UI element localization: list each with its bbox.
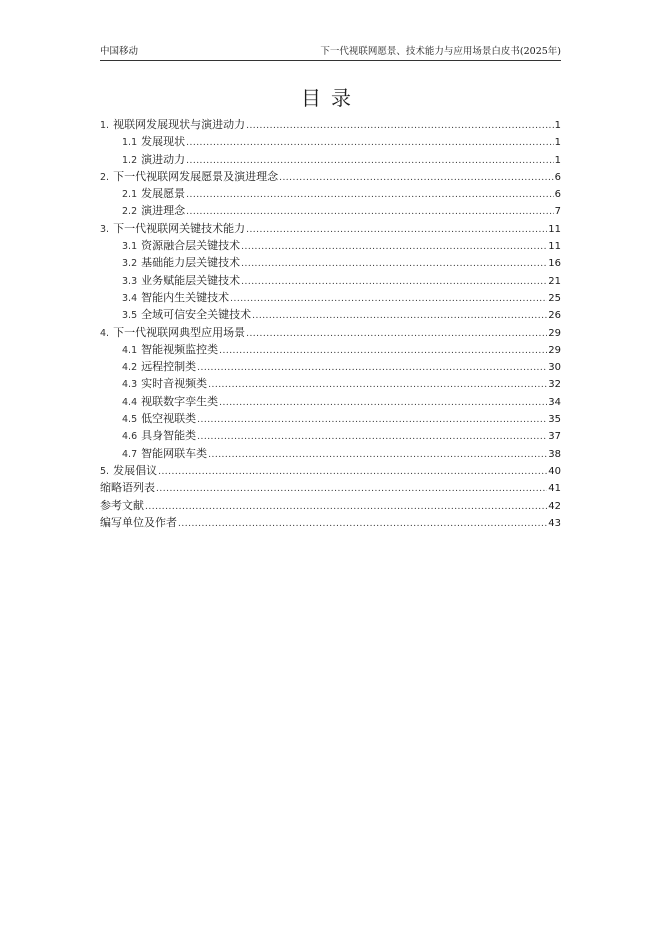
toc-entry-text: 发展倡议 [113,463,158,477]
toc-entry-number: 4.1 [122,344,138,356]
toc-entry-number: 3. [100,223,110,235]
toc-entry-number: 4.4 [122,396,138,408]
toc-entry[interactable] [100,341,561,358]
toc-entry[interactable] [100,185,561,202]
toc-entry-page: 34 [548,396,561,408]
toc-dot-leader [197,429,547,446]
toc-entry-page: 43 [548,517,561,529]
header-org: 中国移动 [100,46,139,57]
toc-dot-leader [241,256,547,273]
toc-dot-leader [246,118,554,135]
toc-entry-number: 1. [100,120,110,131]
toc-dot-leader [208,447,547,464]
toc-entry[interactable] [100,514,561,531]
toc-entry-text: 智能内生关键技术 [141,290,230,304]
toc-entry-page: 1 [554,120,561,131]
toc-entry[interactable] [100,445,561,462]
toc-entry-number: 2. [100,171,110,183]
toc-entry[interactable] [100,306,561,323]
toc-entry-number: 4.3 [122,379,138,391]
toc-entry-number: 3.5 [122,310,138,322]
toc-entry[interactable] [100,324,561,341]
toc-entry-text: 智能网联车类 [141,446,208,460]
toc-entry-text: 远程控制类 [141,360,197,374]
toc-entry[interactable] [100,479,561,496]
toc-entry-text: 发展现状 [141,135,186,149]
toc-entry-number: 3.3 [122,275,138,287]
toc-entry-text: 视联网发展现状与演进动力 [113,118,246,131]
toc-entry[interactable] [100,393,561,410]
toc-dot-leader [241,239,547,256]
toc-entry-text: 演进理念 [141,204,186,218]
toc-entry-page: 6 [554,171,561,183]
toc-entry[interactable] [100,497,561,514]
toc-entry-page: 38 [548,448,561,460]
toc-entry-page: 11 [548,241,561,253]
toc-dot-leader [279,170,554,187]
toc-entry-page: 21 [548,275,561,287]
toc-entry-number: 1.2 [122,154,138,166]
toc-dot-leader [219,343,547,360]
toc-entry-text: 资源融合层关键技术 [141,239,241,253]
toc-dot-leader [246,326,547,343]
toc-entry-page: 29 [548,327,561,339]
toc-entry-page: 42 [548,500,561,512]
toc-entry-number: 4.5 [122,414,138,426]
toc-entry-page: 1 [554,137,561,149]
toc-entry-page: 26 [548,310,561,322]
toc-entry-number: 4.7 [122,448,138,460]
toc-entry-text: 演进动力 [141,152,186,166]
toc-entry[interactable] [100,254,561,271]
toc-dot-leader [186,187,554,204]
toc-entry-page: 32 [548,379,561,391]
toc-entry[interactable] [100,410,561,427]
toc-dot-leader [241,274,547,291]
toc-dot-leader [219,395,547,412]
toc-dot-leader [230,291,547,308]
toc-entry-number: 4.6 [122,431,138,443]
toc-entry[interactable] [100,358,561,375]
toc-entry[interactable] [100,133,561,150]
toc-entry[interactable] [100,289,561,306]
toc-entry[interactable] [100,237,561,254]
toc-entry[interactable] [100,202,561,219]
toc-entry[interactable] [100,272,561,289]
header-doc-title: 下一代视联网愿景、技术能力与应用场景白皮书(2025年) [320,46,561,57]
toc-entry-text: 智能视频监控类 [141,342,219,356]
toc-entry-number: 3.2 [122,258,138,270]
toc-dot-leader [158,464,547,481]
toc-entry-text: 下一代视联网关键技术能力 [113,221,246,235]
toc-entry-page: 11 [548,223,561,235]
toc-dot-leader [178,516,547,533]
toc-entry-text: 视联数字孪生类 [141,394,219,408]
toc-title: 目录 [301,86,361,110]
toc-entry-text: 参考文献 [100,498,144,512]
toc-dot-leader [145,499,547,516]
toc-entry[interactable] [100,220,561,237]
toc-entry-text: 基础能力层关键技术 [141,256,241,270]
toc-entry-number: 4. [100,327,110,339]
toc-entry-text: 全域可信安全关键技术 [141,308,252,322]
toc-dot-leader [156,481,547,498]
toc-entry-page: 30 [548,362,561,374]
toc-entry-number: 5. [100,465,110,477]
toc-entry-text: 缩略语列表 [100,481,155,495]
toc-entry[interactable] [100,116,561,133]
table-of-contents [100,116,561,531]
toc-entry-number: 3.4 [122,292,138,304]
toc-entry-number: 4.2 [122,362,138,374]
toc-entry-number: 1.1 [122,137,138,149]
toc-entry-page: 1 [554,154,561,166]
toc-entry[interactable] [100,168,561,185]
toc-entry-page: 7 [554,206,561,218]
toc-entry-number: 2.1 [122,189,138,201]
toc-entry-text: 下一代视联网典型应用场景 [113,325,246,339]
toc-dot-leader [252,308,547,325]
toc-entry-text: 下一代视联网发展愿景及演进理念 [113,169,279,183]
toc-dot-leader [197,412,547,429]
toc-entry-page: 37 [548,431,561,443]
toc-entry-text: 实时音视频类 [141,377,208,391]
toc-entry-text: 编写单位及作者 [100,515,177,529]
toc-dot-leader [246,222,547,239]
toc-entry[interactable] [100,151,561,168]
toc-entry[interactable] [100,462,561,479]
toc-entry[interactable] [100,427,561,444]
toc-entry-page: 6 [554,189,561,201]
toc-entry-page: 16 [548,258,561,270]
toc-entry-number: 3.1 [122,241,138,253]
toc-entry-text: 具身智能类 [141,429,197,443]
toc-entry-text: 业务赋能层关键技术 [141,273,241,287]
toc-entry[interactable] [100,375,561,392]
toc-entry-page: 35 [548,414,561,426]
toc-entry-page: 41 [548,483,561,495]
toc-entry-page: 40 [548,465,561,477]
toc-entry-page: 25 [548,292,561,304]
toc-dot-leader [208,377,547,394]
toc-entry-text: 发展愿景 [141,187,186,201]
toc-entry-text: 低空视联类 [141,412,197,426]
toc-entry-page: 29 [548,344,561,356]
toc-dot-leader [197,360,547,377]
toc-entry-number: 2.2 [122,206,138,218]
toc-dot-leader [186,135,554,152]
page-header [100,44,561,61]
